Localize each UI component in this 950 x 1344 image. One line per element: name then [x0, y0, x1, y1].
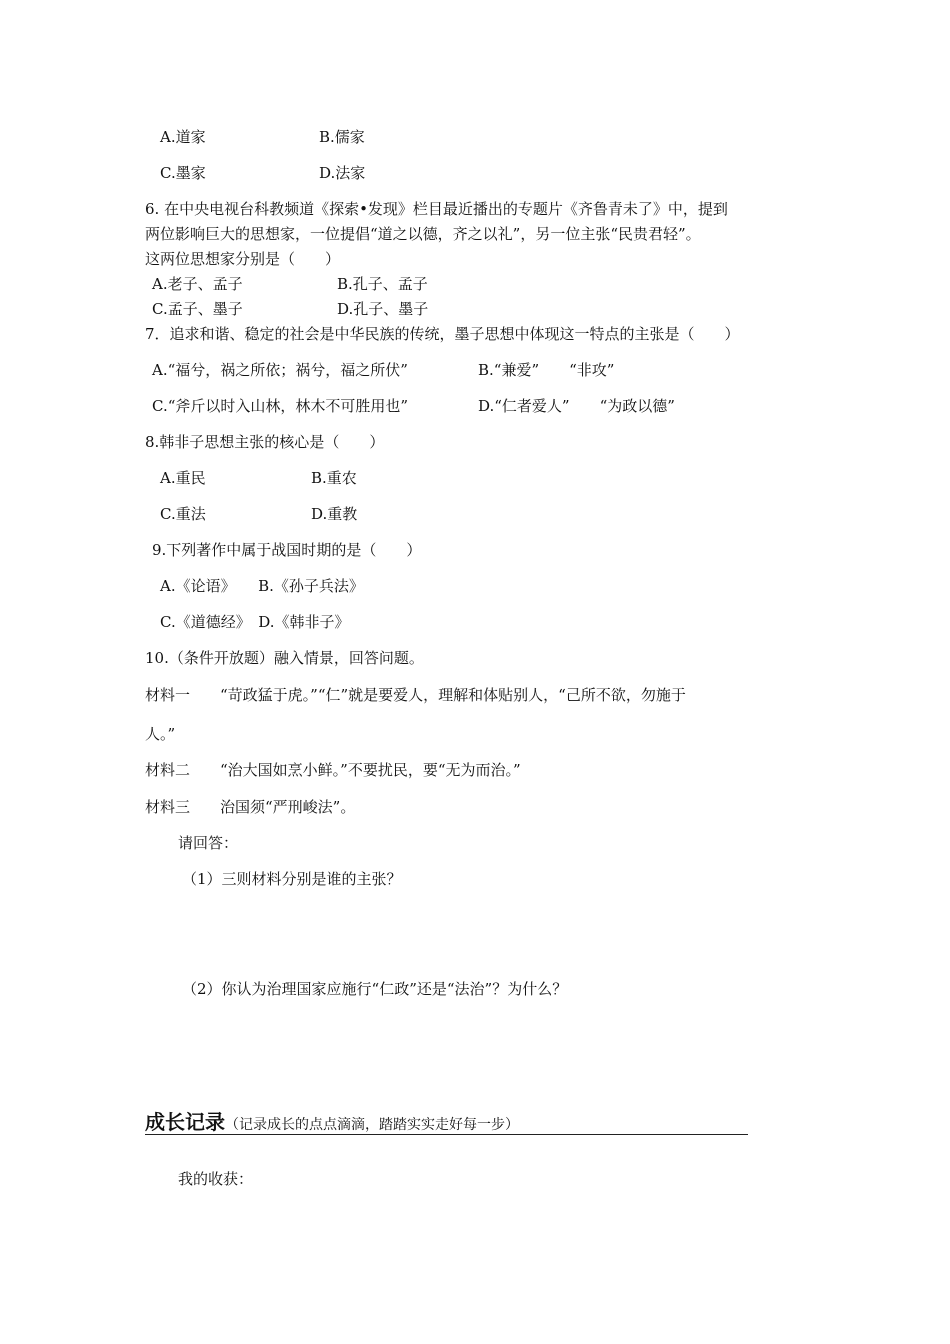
q10-stem: 10.（条件开放题）融入情景，回答问题。	[145, 649, 424, 667]
q7-option-a: A.“福兮，祸之所依；祸兮，福之所伏”	[152, 361, 408, 379]
q10-material-2: 材料二 “治大国如烹小鲜。”不要扰民，要“无为而治。”	[145, 761, 521, 779]
q9-options-cd: C.《道德经》 D.《韩非子》	[160, 613, 350, 631]
q10-sub-question-2: （2）你认为治理国家应施行“仁政”还是“法治”？为什么？	[182, 980, 568, 998]
q7-option-c: C.“斧斤以时入山林，林木不可胜用也”	[152, 397, 409, 415]
q10-material-1-line1: 材料一 “苛政猛于虎。”“仁”就是要爱人，理解和体贴别人，“己所不欲，勿施于	[145, 686, 686, 704]
q5-option-a: A.道家	[160, 128, 206, 146]
growth-record-title: 成长记录	[145, 1110, 225, 1134]
q6-stem-line1: 6. 在中央电视台科教频道《探索•发现》栏目最近播出的专题片《齐鲁青未了》中，提到	[145, 200, 728, 218]
q6-option-c: C.孟子、墨子	[152, 300, 243, 318]
growth-record-heading	[145, 1110, 748, 1135]
q9-stem: 9.下列著作中属于战国时期的是（ ）	[152, 541, 422, 559]
my-harvest-label: 我的收获：	[178, 1170, 254, 1188]
q6-option-d: D.孔子、墨子	[337, 300, 429, 318]
q8-option-c: C.重法	[160, 505, 206, 523]
q7-stem: 7．追求和谐、稳定的社会是中华民族的传统，墨子思想中体现这一特点的主张是（ ）	[145, 325, 740, 343]
q10-material-1-line2: 人。”	[145, 725, 176, 743]
growth-record-subtitle: （记录成长的点点滴滴，踏踏实实走好每一步）	[225, 1117, 519, 1133]
q6-stem-line2: 两位影响巨大的思想家，一位提倡“道之以德，齐之以礼”，另一位主张“民贵君轻”。	[145, 225, 701, 243]
q10-ask: 请回答：	[178, 834, 239, 852]
q8-stem: 8.韩非子思想主张的核心是（ ）	[145, 433, 385, 451]
q5-option-d: D.法家	[319, 164, 366, 182]
q7-option-b: B.“兼爱” “非攻”	[478, 361, 615, 379]
q6-option-b: B.孔子、孟子	[337, 275, 428, 293]
q10-material-3: 材料三 治国须“严刑峻法”。	[145, 798, 356, 816]
q8-option-b: B.重农	[311, 469, 357, 487]
q8-option-a: A.重民	[160, 469, 206, 487]
q8-option-d: D.重教	[311, 505, 358, 523]
q6-option-a: A.老子、孟子	[152, 275, 243, 293]
q7-option-d: D.“仁者爱人” “为政以德”	[478, 397, 675, 415]
q6-stem-line3: 这两位思想家分别是（ ）	[145, 250, 341, 268]
q5-option-c: C.墨家	[160, 164, 206, 182]
q5-option-b: B.儒家	[319, 128, 365, 146]
q10-sub-question-1: （1）三则材料分别是谁的主张？	[182, 870, 402, 888]
q9-options-ab: A.《论语》 B.《孙子兵法》	[160, 577, 364, 595]
